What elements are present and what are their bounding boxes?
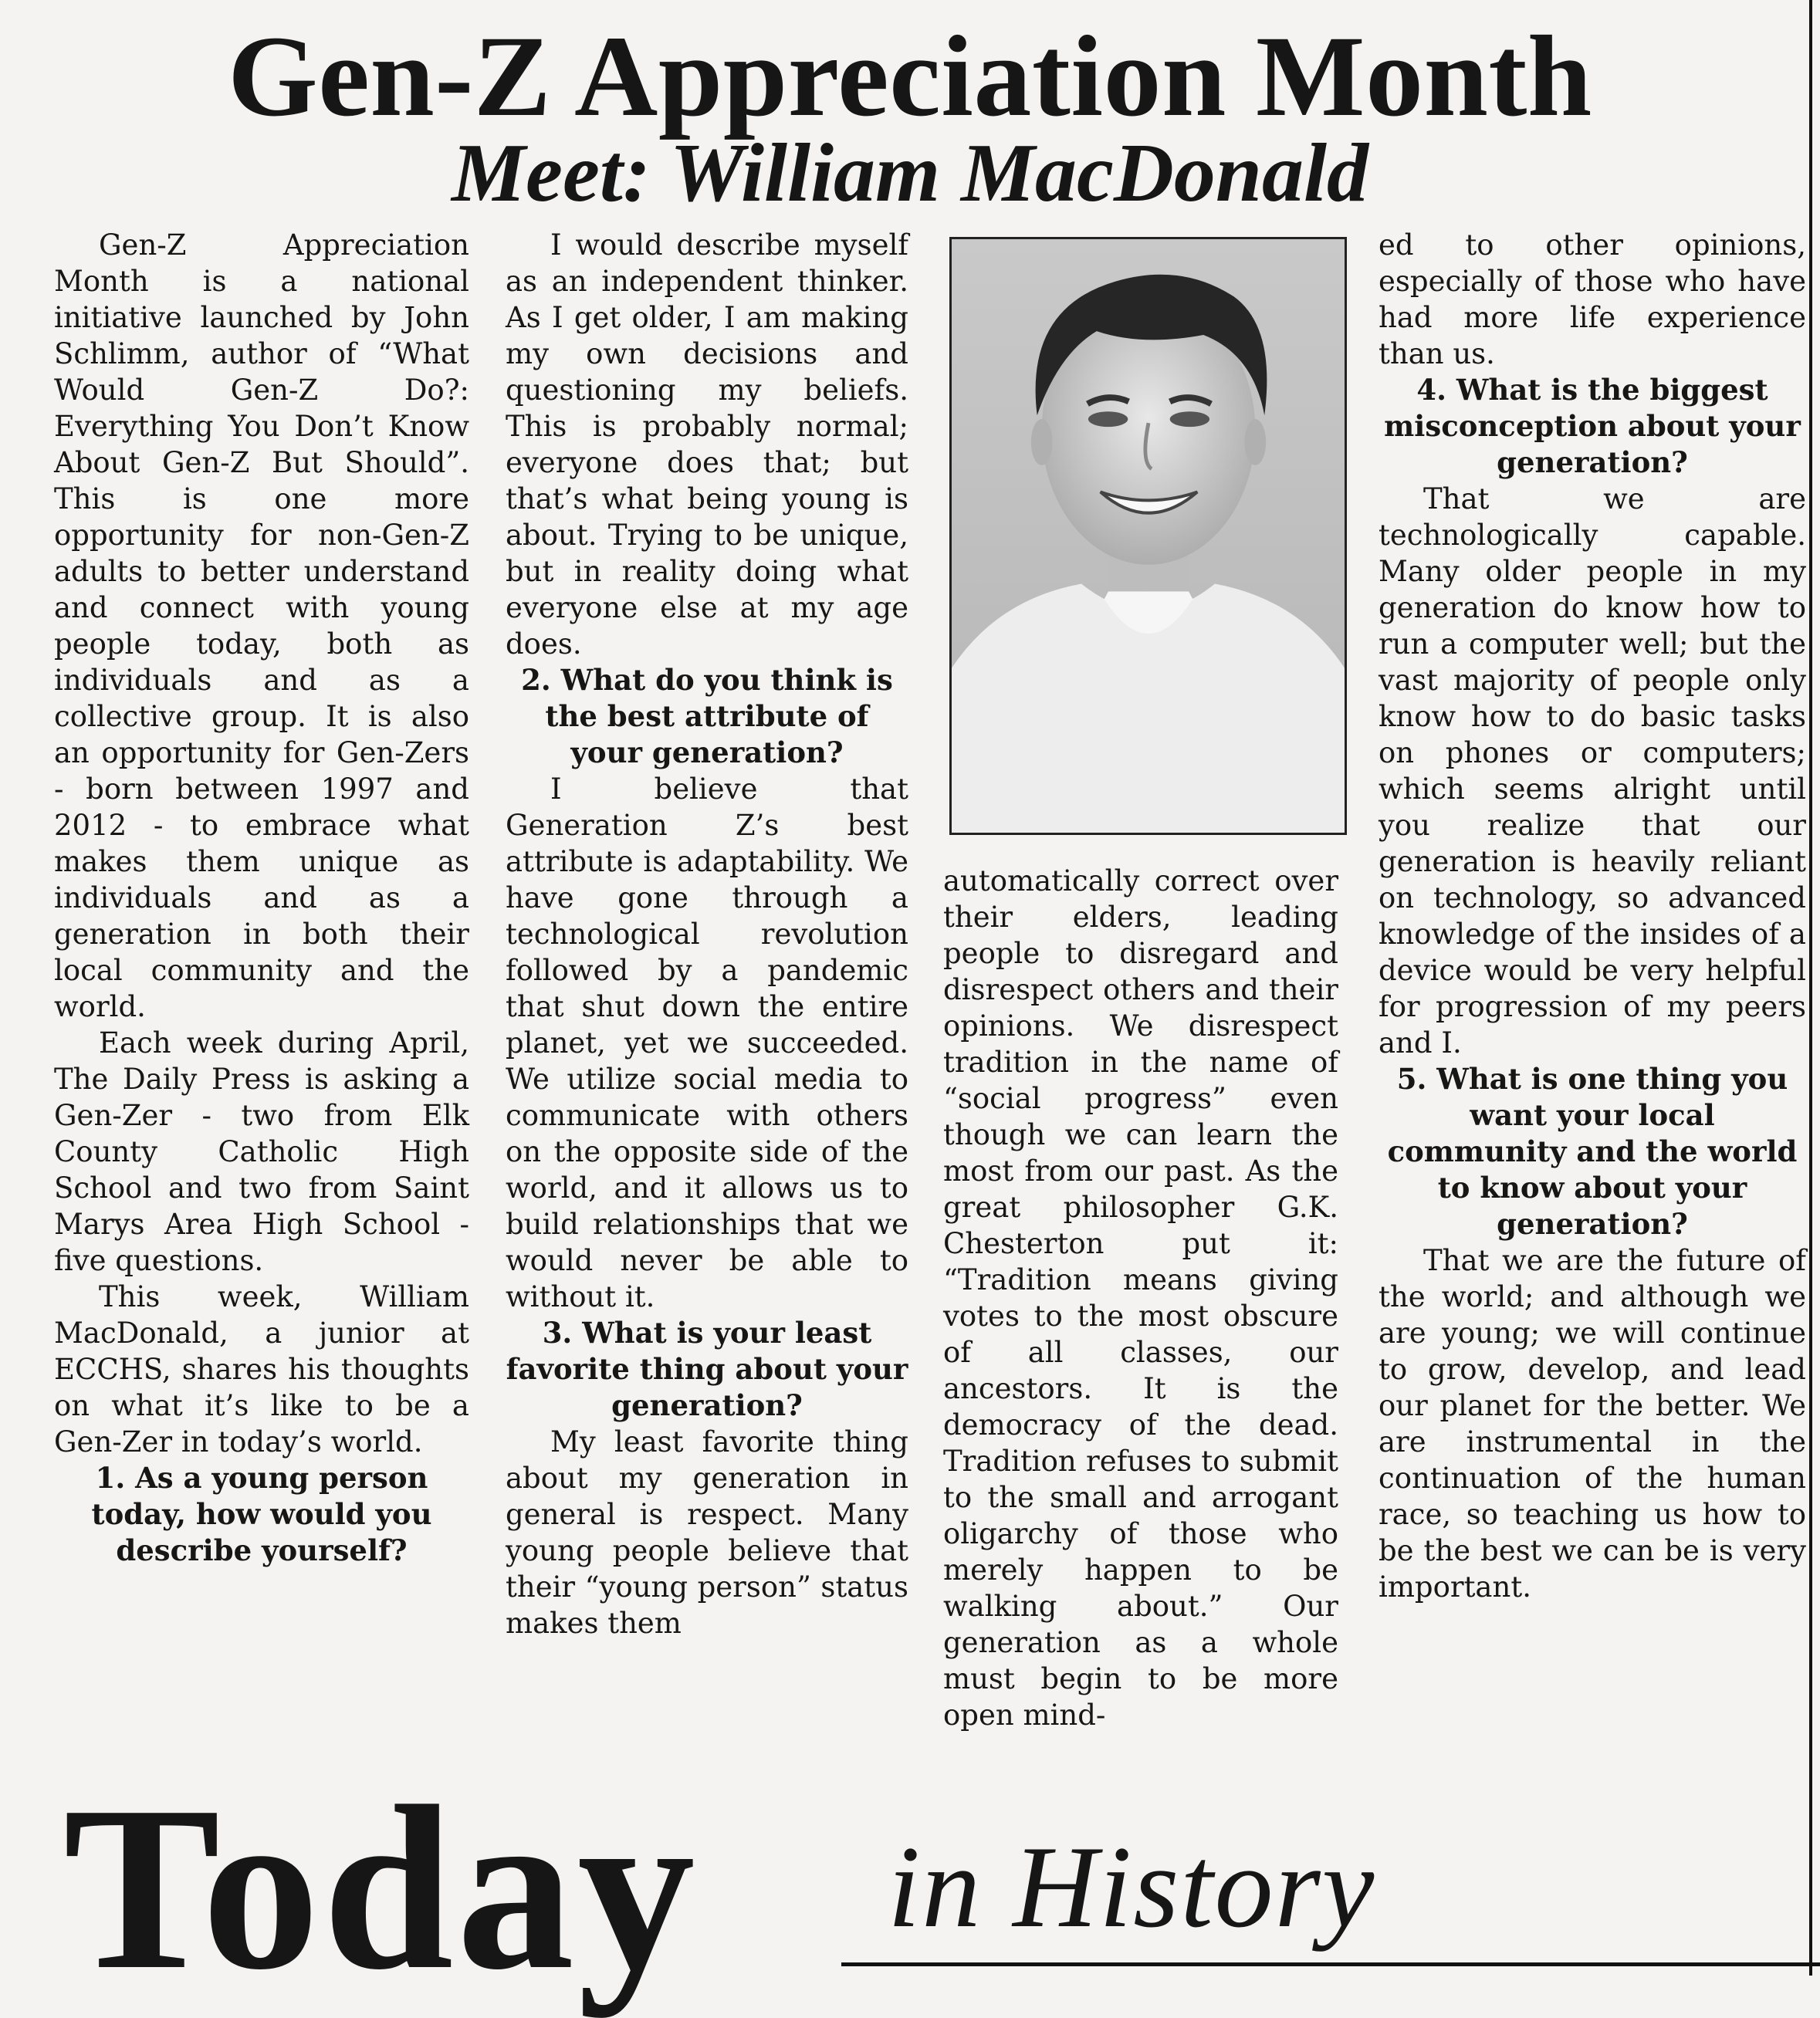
subhead: Meet: William MacDonald [452,127,1368,219]
article-column-2 [506,227,908,1641]
answer-paragraph: I believe that Generation Z’s best attribute is adaptability. We have gone through a technological revolution followed by a pandemic that shut down the entire planet, yet we succeeded. We utilize social media to communicate with others on the opposite side of the world, and it allows us to build relationships that we would never be able to without it. [506,772,908,1313]
body-paragraph: Each week during April, The Daily Press is asking a Gen-Zer - two from Elk County Catholic High School and two from Saint Marys Area High School - five questions. [54,1026,469,1277]
article-column-4 [1379,227,1806,1605]
question-heading: 4. What is the biggest misconception about your generation? [1384,373,1801,479]
answer-paragraph: ed to other opinions, especially of those who have had more life experience than us. [1379,228,1806,370]
article-column-3 [943,863,1338,1733]
answer-paragraph: That we are technologically capable. Many older people in my generation do know how to run a computer well; but the vast majority of people only know how to do basic tasks on phones or computers; which seems alright until you realize that our generation is heavily reliant on technology, so advanced knowledge of the insides of a device would be very helpful for progression of my peers and I. [1379,482,1806,1060]
answer-paragraph: automatically correct over their elders, leading people to disregard and disrespect others and their opinions. We disrespect tradition in the name of “social progress” even though we can learn the most from our past. As the great philosopher G.K. Chesterton put it: “Tradition means giving votes to the most obscure of all classes, our ancestors. It is the democracy of the dead. Tradition refuses to submit to the small and arrogant oligarchy of those who merely happen to be walking about.” Our generation as a whole must begin to be more open mind- [943,864,1338,1732]
question-heading: 1. As a young person today, how would you describe yourself? [91,1461,432,1567]
answer-paragraph: My least favorite thing about my generation in general is respect. Many young people believe that their “young person” status makes them [506,1425,908,1640]
question-heading: 3. What is your least favorite thing about your generation? [506,1316,908,1422]
intro-paragraph: Gen-Z Appreciation Month is a national initiative launched by John Schlimm, author of “What Would Gen-Z Do?: Everything You Don’t Know About Gen-Z But Should”. This is one more opportunity for non-Gen-Z adults to better understand and connect with young people today, both as individuals and as a collective group. It is also an opportunity for Gen-Zers - born between 1997 and 2012 - to embrace what makes them unique as individuals and as a generation in both their local community and the world. [54,228,469,1023]
headline: Gen-Z Appreciation Month [228,12,1592,140]
portrait-photo [949,237,1347,835]
question-heading: 2. What do you think is the best attribute of your generation? [521,663,893,769]
section-rule [841,1962,1820,1966]
article-column-1 [54,227,469,1569]
question-heading: 5. What is one thing you want your local community and the world to know about your generation? [1387,1062,1798,1241]
answer-paragraph: I would describe myself as an independent thinker. As I get older, I am making my own decisions and questioning my beliefs. This is probably normal; everyone does that; but that’s what being young is about. Trying to be unique, but in reality doing what everyone else at my age does. [506,228,908,661]
portrait-illustration [952,239,1345,833]
body-paragraph: This week, William MacDonald, a junior at ECCHS, shares his thoughts on what it’s like to be a Gen-Zer in today’s world. [54,1280,469,1459]
column-rule [1809,0,1812,1976]
answer-paragraph: That we are the future of the world; and although we are young; we will continue to grow, develop, and lead our planet for the better. We are instrumental in the continuation of the human race, so teaching us how to be the best we can be is very important. [1379,1244,1806,1604]
section-title-today: Today [63,1757,699,2018]
section-title-in-history: in History [888,1822,1376,1952]
